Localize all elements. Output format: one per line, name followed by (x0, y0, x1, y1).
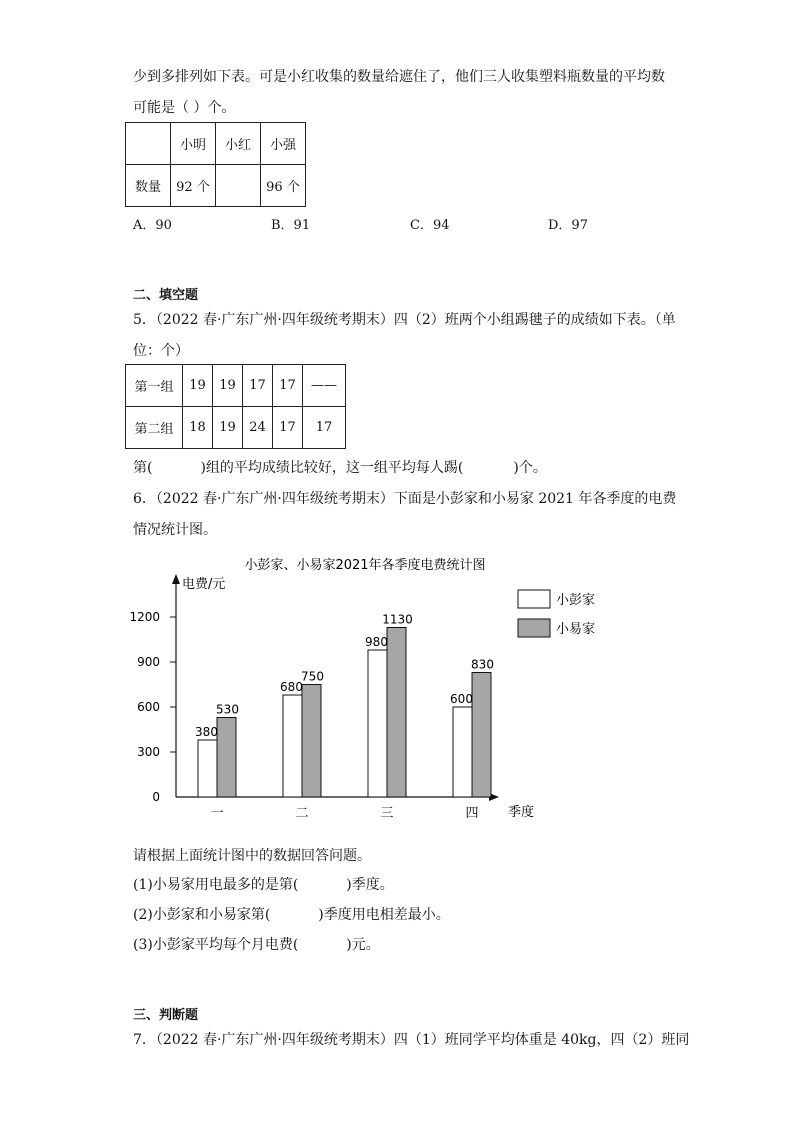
bar-label-xiaoyi-q4: 830 (471, 657, 494, 672)
x-tick-label-1: 一 (210, 806, 224, 821)
y-tick-label-0: 0 (152, 790, 160, 804)
q6-intro: 请根据上面统计图中的数据回答问题。 (133, 848, 371, 864)
bar-xiaopeng-q1 (198, 740, 217, 797)
q4-value-xiaoqiang: 96 个 (261, 165, 306, 207)
legend-label-xiaopeng: 小彭家 (556, 593, 596, 608)
q6-sub2-part-b: )季度用电相差最小。 (318, 907, 450, 923)
bar-label-xiaopeng-q4: 600 (450, 692, 473, 706)
q6-sub2-part-a: (2)小彭家和小易家第( (133, 907, 271, 923)
bar-label-xiaopeng-q1: 380 (195, 725, 218, 739)
q6-sub1 (133, 874, 394, 894)
q5-line2: 位：个） (133, 343, 189, 359)
legend-label-xiaoyi: 小易家 (556, 622, 596, 637)
bar-label-xiaopeng-q2: 680 (280, 680, 303, 694)
q4-header-xiaoqiang: 小强 (261, 123, 306, 165)
bar-xiaoyi-q2 (302, 685, 321, 798)
chart-title: 小彭家、小易家2021年各季度电费统计图 (244, 558, 486, 573)
y-tick-labels (129, 610, 176, 804)
bar-xiaopeng-q3 (368, 650, 387, 797)
bar-xiaopeng-q4 (453, 707, 472, 797)
x-tick-label-3: 三 (380, 806, 394, 821)
section2-title: 二、填空题 (133, 288, 199, 303)
q5-row1-cell4: 17 (273, 365, 303, 407)
q4-line2: 可能是（ ）个。 (133, 100, 236, 116)
q5-row2-label: 第二组 (126, 407, 183, 449)
q4-header-xiaohong: 小红 (216, 123, 261, 165)
y-axis-arrow-icon (172, 574, 180, 584)
q6-sub3-part-a: (3)小彭家平均每个月电费( (133, 937, 299, 953)
q6-sub1-part-a: (1)小易家用电最多的是第( (133, 877, 299, 893)
bar-marks (198, 628, 491, 798)
q5-row1-label: 第一组 (126, 365, 183, 407)
bar-label-xiaoyi-q1: 530 (216, 702, 239, 717)
q5-answer-part-a: 第( (133, 460, 153, 476)
section3-title: 三、判断题 (133, 1008, 199, 1023)
y-tick-label-1200: 1200 (129, 610, 160, 624)
legend-swatch-xiaopeng (518, 590, 550, 608)
bar-value-labels (195, 613, 494, 740)
q4-header-xiaoming: 小明 (171, 123, 216, 165)
y-tick-label-300: 300 (137, 745, 160, 759)
q6-sub1-part-b: )季度。 (346, 877, 394, 893)
q5-row2-cell2: 19 (213, 407, 243, 449)
legend-swatch-xiaoyi (518, 619, 550, 637)
q5-answer-line (133, 457, 547, 477)
q6-sub3 (133, 934, 380, 954)
q5-row-group2 (126, 407, 346, 449)
q4-value-xiaohong (216, 165, 261, 207)
q5-row1-cell5: —— (303, 365, 346, 407)
q4-row-label: 数量 (126, 165, 171, 207)
bar-label-xiaopeng-q3: 980 (365, 635, 388, 649)
bar-xiaopeng-q2 (283, 695, 302, 797)
bar-xiaoyi-q3 (387, 628, 406, 798)
q5-table (125, 364, 346, 449)
q5-row1-cell2: 19 (213, 365, 243, 407)
q5-line1: 5．（2022 春·广东广州·四年级统考期末）四（2）班两个小组踢毽子的成绩如下表。（单 (133, 312, 676, 328)
q5-row2-cell4: 17 (273, 407, 303, 449)
q5-row-group1 (126, 365, 346, 407)
q4-table (125, 122, 306, 207)
q6-sub3-part-b: )元。 (346, 937, 380, 953)
q5-answer-part-c: )个。 (513, 460, 547, 476)
q4-header-empty (126, 123, 171, 165)
q4-option-b: B．91 (271, 218, 311, 233)
q4-line1: 少到多排列如下表。可是小红收集的数量给遮住了，他们三人收集塑料瓶数量的平均数 (133, 69, 665, 85)
y-tick-label-600: 600 (137, 700, 160, 714)
q4-option-a: A．90 (133, 218, 172, 233)
chart-legend (518, 590, 595, 637)
q4-option-d: D．97 (548, 218, 588, 233)
q5-row1-cell1: 19 (183, 365, 213, 407)
q5-row1-cell3: 17 (243, 365, 273, 407)
q6-line2: 情况统计图。 (133, 522, 217, 538)
q5-row2-cell5: 17 (303, 407, 346, 449)
electricity-bar-chart (0, 545, 794, 830)
q5-row2-cell3: 24 (243, 407, 273, 449)
q4-value-xiaoming: 92 个 (171, 165, 216, 207)
y-tick-label-900: 900 (137, 655, 160, 669)
bar-label-xiaoyi-q2: 750 (301, 669, 324, 684)
q6-sub2 (133, 904, 450, 924)
x-tick-labels (210, 806, 478, 821)
bar-label-xiaoyi-q3: 1130 (382, 612, 413, 627)
q5-row2-cell1: 18 (183, 407, 213, 449)
chart-ylabel: 电费/元 (182, 577, 226, 592)
q7-line1: 7．（2022 春·广东广州·四年级统考期末）四（1）班同学平均体重是 40kg，四（2）班同 (133, 1032, 690, 1048)
chart-xlabel: 季度 (508, 805, 535, 820)
bar-xiaoyi-q1 (217, 718, 236, 798)
x-tick-label-4: 四 (465, 806, 479, 821)
q4-option-c: C．94 (410, 218, 450, 233)
x-tick-label-2: 二 (295, 806, 309, 821)
q5-answer-part-b: )组的平均成绩比较好，这一组平均每人踢( (200, 460, 464, 476)
bar-xiaoyi-q4 (472, 673, 491, 798)
q6-line1: 6．（2022 春·广东广州·四年级统考期末）下面是小彭家和小易家 2021 年各季度的电费 (133, 491, 677, 507)
